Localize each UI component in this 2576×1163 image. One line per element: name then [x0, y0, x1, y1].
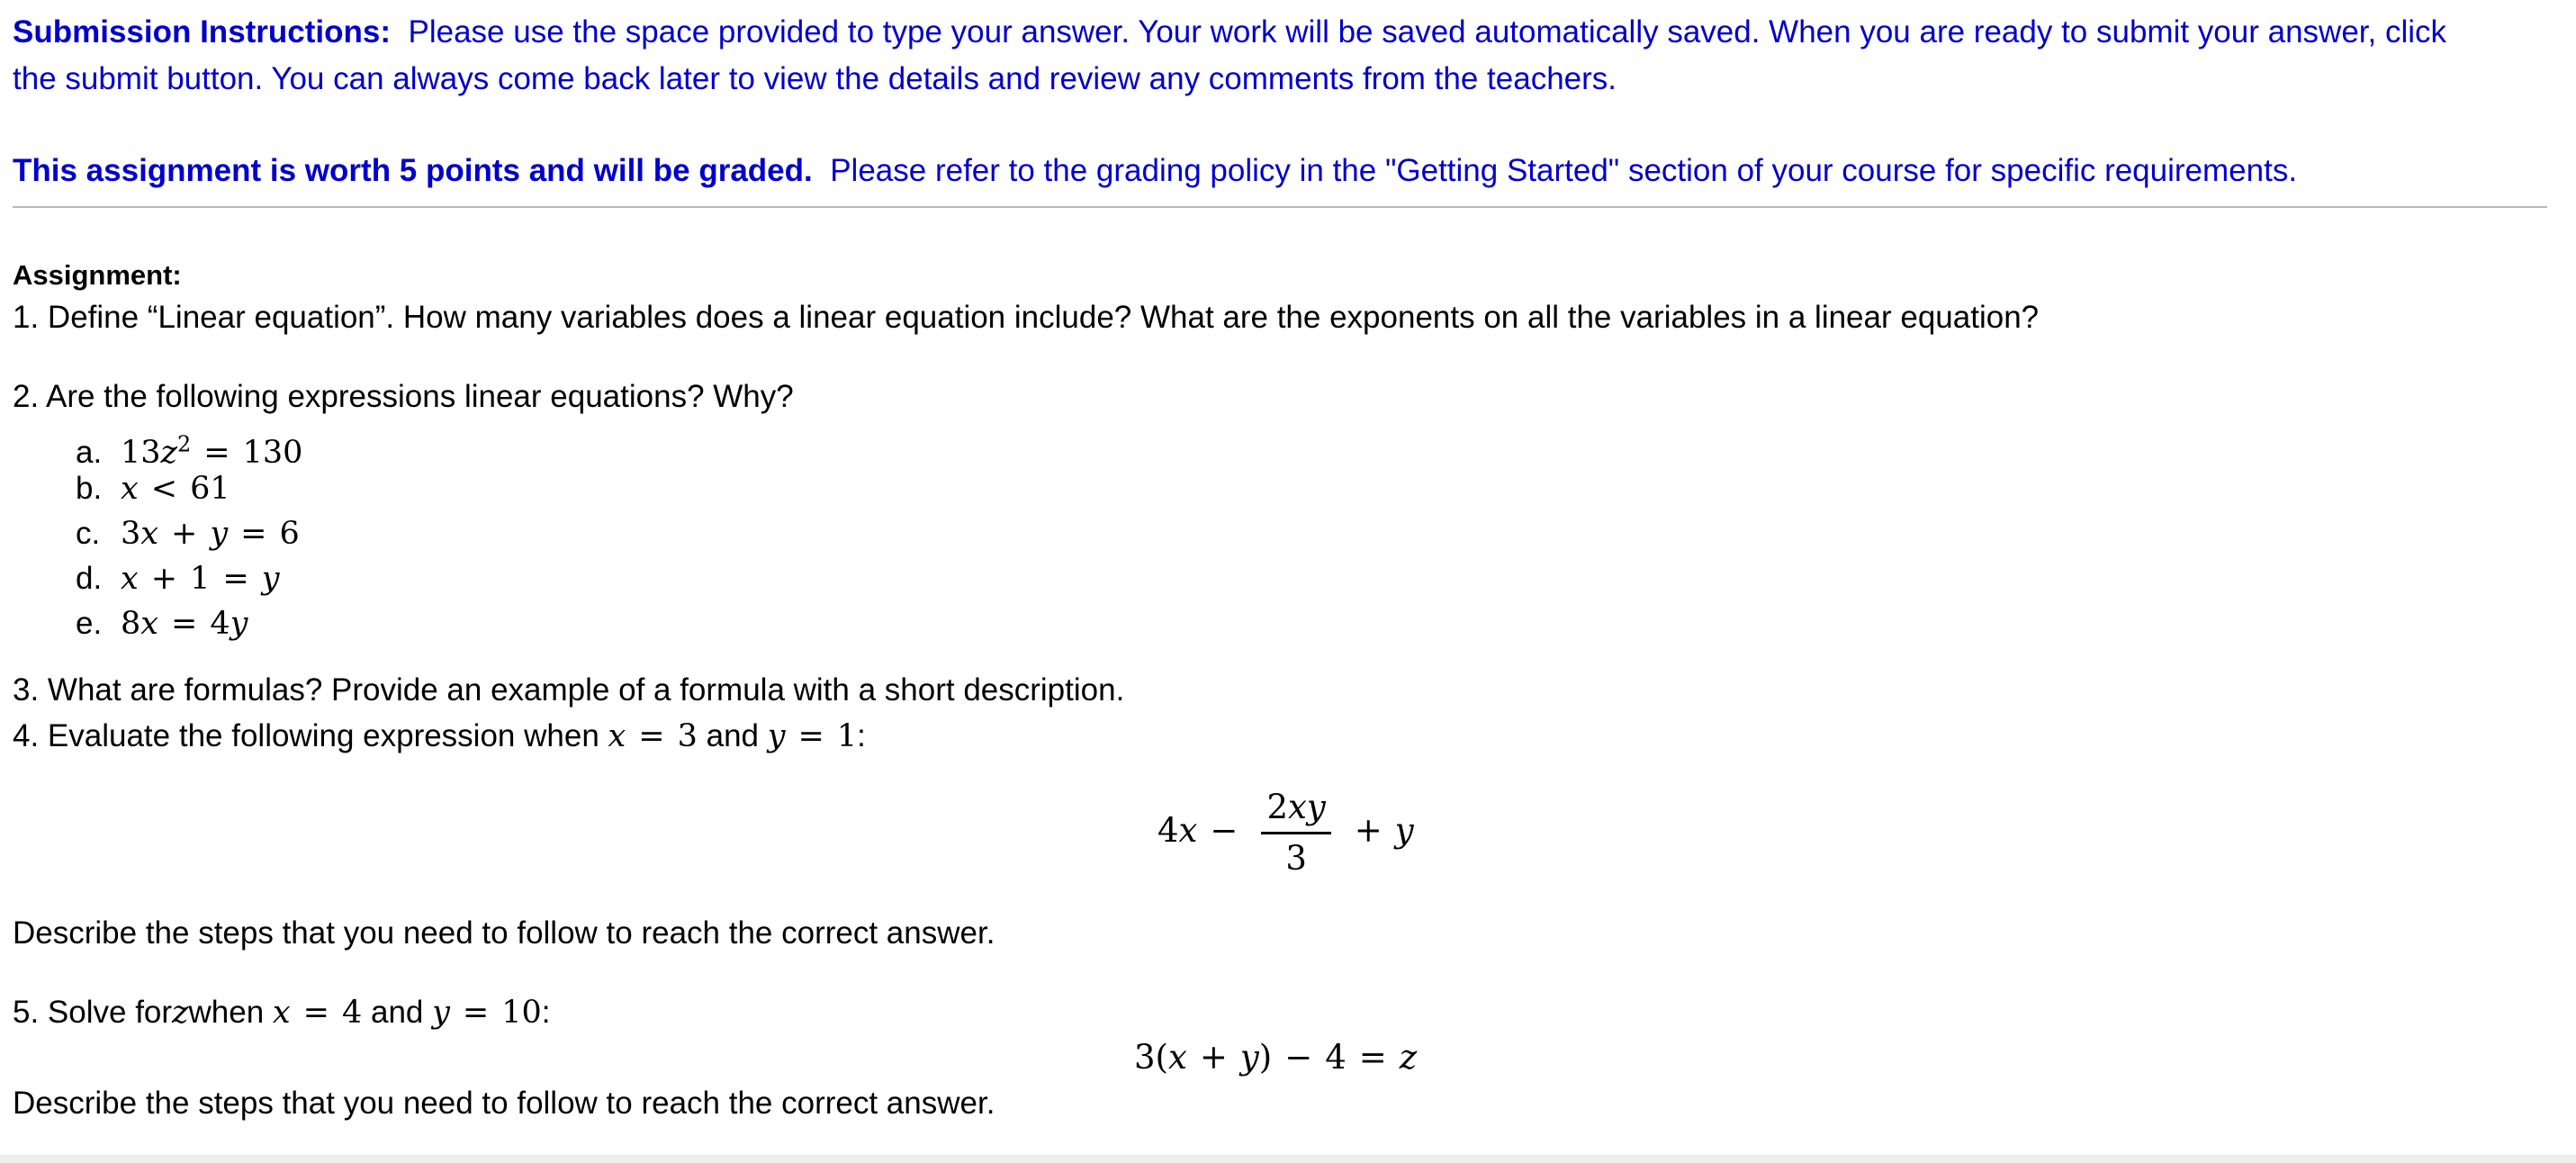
list-letter: a.	[76, 434, 103, 470]
question-3: 3. What are formulas? Provide an example of a formula with a short description.	[13, 672, 1125, 708]
question-2: 2. Are the following expressions linear equations? Why?	[13, 379, 794, 414]
math-condition-y: y = 1	[767, 718, 858, 754]
submission-instructions-label: Submission Instructions:	[13, 14, 392, 50]
math-condition-x: x = 3	[608, 718, 698, 754]
list-letter: c.	[76, 516, 101, 551]
question-1: 1. Define “Linear equation”. How many variables does a linear equation include? What are the exponents on all the variables in a linear equation?	[13, 300, 2040, 335]
question-5: 5. Solve forzwhen x = 4 and y = 10:	[13, 995, 551, 1031]
q4-display-expression: 4x − $\frac{2xy}{3}$ + y	[1157, 783, 1414, 883]
q4-describe-steps: Describe the steps that you need to follow to reach the correct answer.	[13, 915, 995, 951]
submission-instructions-text: Please use the space provided to type your answer. Your work will be saved automatically saved. When you are ready to submit your answer, click	[408, 14, 2447, 50]
list-item-b	[76, 465, 230, 512]
grading-label: This assignment is worth 5 points and will be graded.	[13, 153, 813, 188]
list-letter: b.	[76, 471, 103, 506]
fraction: $\frac{2xy}{3}$	[1261, 783, 1330, 883]
q5-display-equation: 3(x + y) − 4 = z	[1134, 1038, 1418, 1077]
list-letter: e.	[76, 606, 103, 641]
section-divider	[13, 206, 2547, 208]
list-item-c	[76, 510, 300, 557]
math-expression: 8x = 4y	[121, 606, 248, 642]
math-expression: 3x + y = 6	[121, 516, 300, 552]
math-expression: x < 61	[121, 471, 230, 507]
q5-describe-steps: Describe the steps that you need to follow to reach the correct answer.	[13, 1086, 995, 1121]
math-expression: $13z^2 = 130$	[121, 431, 303, 471]
list-item-e	[76, 600, 248, 647]
submission-instructions-line2: the submit button. You can always come back later to view the details and review any comments from the teachers.	[13, 61, 1617, 96]
question-4: 4. Evaluate the following expression when x = 3 and y = 1:	[13, 718, 866, 754]
submission-instructions-line1	[13, 9, 2446, 56]
math-condition-y: y = 10	[432, 995, 542, 1031]
assignment-heading: Assignment:	[13, 259, 182, 291]
grading-info	[13, 148, 2297, 194]
math-condition-x: x = 4	[272, 995, 363, 1031]
page-bottom-band	[0, 1155, 2576, 1163]
list-item-d	[76, 555, 279, 602]
list-letter: d.	[76, 561, 103, 596]
math-expression: x + 1 = y	[121, 561, 280, 597]
grading-text: Please refer to the grading policy in the "Getting Started" section of your course for specific requirements.	[830, 153, 2298, 188]
